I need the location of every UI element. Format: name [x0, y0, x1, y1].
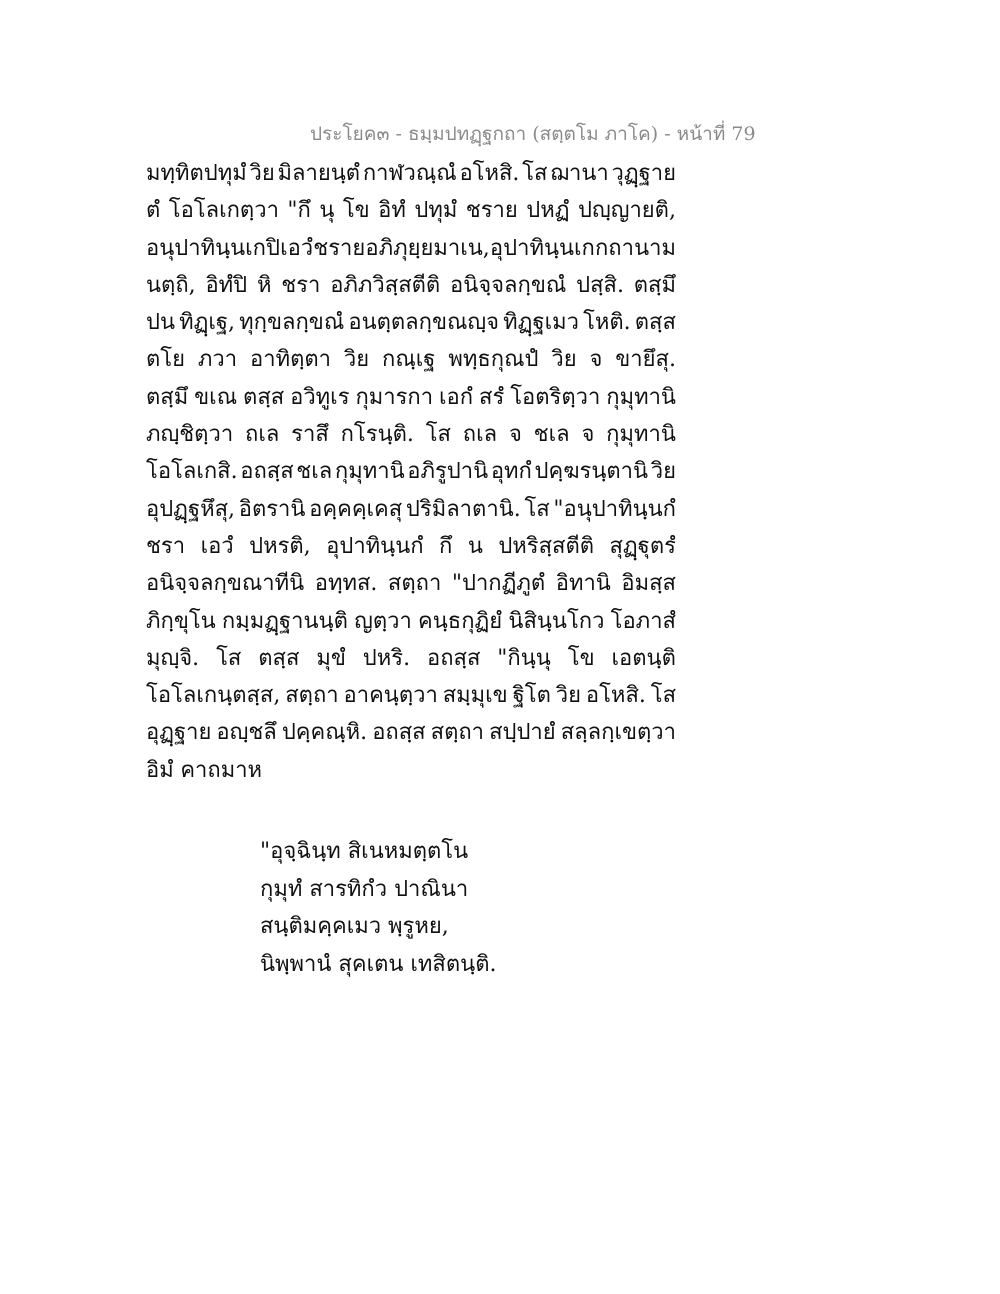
text-word: สลฺลกฺเขตฺวา	[560, 720, 676, 746]
text-word: โส	[425, 422, 451, 448]
text-word: ชรา	[281, 272, 321, 298]
text-word: ฐิโต	[512, 683, 551, 709]
text-word: ตสฺส	[634, 310, 676, 336]
text-line	[146, 719, 676, 756]
text-word: ภวา	[197, 347, 238, 373]
text-line	[146, 570, 676, 607]
text-word: อิมํ	[146, 757, 174, 783]
text-word: ขเณ	[194, 384, 238, 410]
verse-line: กุมุทํ สารทิกํว ปาณินา	[260, 876, 469, 902]
text-word: ทิฏฺฐเมว	[503, 310, 579, 336]
text-word: วุฏฺฐาย	[611, 161, 676, 186]
text-word: อุทกํ	[490, 459, 532, 485]
text-line	[146, 496, 676, 533]
text-word: ชราย	[313, 235, 366, 261]
text-word: ตํ	[146, 198, 161, 224]
text-word: อโหสิ.	[459, 161, 520, 186]
text-word: กโรนฺติ.	[340, 422, 414, 448]
text-word: อนตฺตลกฺขณญฺจ	[348, 310, 500, 336]
text-word: ปญฺญายติ,	[577, 198, 676, 224]
text-word: อทฺทส.	[314, 571, 378, 597]
text-word: ตสฺมึ	[633, 272, 676, 298]
text-word: เอตนฺติ	[611, 645, 676, 671]
text-word: ภิกฺขุโน	[146, 608, 216, 634]
text-word: "กึ	[287, 198, 311, 224]
text-word: โอโลเกนฺตสฺส,	[146, 683, 281, 709]
text-line	[146, 160, 676, 197]
text-word: กุมุทานิ	[606, 422, 676, 448]
text-word: โส	[216, 645, 242, 671]
text-word: "ปากฏีภูตํ	[451, 571, 546, 597]
text-word: ปหริ.	[362, 645, 411, 671]
text-word: อิทานิ	[555, 571, 611, 597]
text-word: ปริมิลาตานิ.	[405, 496, 521, 522]
text-word: ถเล	[245, 422, 280, 448]
text-word: อุปาทินฺนกํ	[326, 533, 424, 559]
text-word: อิมสฺส	[621, 571, 676, 597]
text-word: คาถมาห	[180, 757, 263, 783]
text-word: อุฏฺฐาย	[146, 720, 212, 746]
text-word: อิตรานิ	[238, 496, 306, 522]
text-word: อาทิตฺตา	[250, 347, 331, 373]
verse-line: "อุจฺฉินฺท สิเนหมตฺตโน	[260, 839, 469, 864]
text-word: เอกํ	[439, 384, 474, 410]
text-word: ทุกฺขลกฺขณํ	[239, 310, 345, 336]
text-word: วิย	[249, 161, 275, 186]
text-word: นตฺถิ,	[146, 272, 196, 298]
text-word: อุปฏฺฐหึสุ,	[146, 496, 236, 522]
text-word: ถเล	[462, 422, 498, 448]
text-word: อโหสิ.	[585, 683, 646, 709]
verse-line: สนฺติมคฺคเมว พฺรูหย,	[260, 914, 449, 939]
text-word: ชราย	[465, 198, 518, 224]
body-paragraph	[146, 160, 676, 794]
text-word: กมฺมฏฺฐานนฺติ	[221, 608, 348, 634]
text-line	[146, 197, 676, 234]
text-word: อภิภวิสฺสตีติ	[330, 272, 441, 298]
text-line	[146, 757, 676, 794]
text-word: ขายึสุ.	[615, 347, 676, 373]
text-word: อภิภุยฺยมาเน,	[365, 235, 490, 261]
text-word: กุมุทานิ	[606, 384, 676, 410]
text-word: โอโลเกตฺวา	[168, 198, 279, 224]
text-word: มิลายนฺตํ	[277, 161, 361, 186]
text-word: สปฺปายํ	[489, 720, 556, 746]
text-word: อถสฺส	[426, 645, 481, 671]
text-word: อวิทูเร	[290, 384, 350, 410]
text-word: วิย	[650, 459, 676, 485]
text-word: มุญฺจิ.	[146, 645, 200, 671]
text-word: จ	[589, 347, 603, 373]
text-word: ทิฏฺเฐ,	[179, 310, 236, 336]
text-word: กณฺเฐ	[382, 347, 436, 373]
text-word: ปคฺคณฺหิ.	[281, 720, 368, 746]
verse-block	[260, 838, 660, 988]
text-word: ตสฺมึ	[146, 384, 189, 410]
text-word: คนฺธกุฏิยํ	[418, 608, 503, 634]
text-word: กึ	[439, 533, 453, 559]
verse-line: นิพฺพานํ สุคเตน เทสิตนฺติ.	[260, 951, 497, 977]
text-word: โส	[650, 683, 676, 709]
text-line	[146, 272, 676, 309]
text-word: ชเล	[296, 459, 333, 485]
text-word: สตฺถา	[285, 683, 339, 709]
text-word: จ	[508, 422, 522, 448]
text-word: วิย	[551, 347, 577, 373]
text-word: โหติ.	[583, 310, 631, 336]
text-word: อุปาทินฺนเก	[489, 235, 595, 261]
text-word: อนิจฺจลกฺขณํ	[450, 272, 567, 298]
text-word: โอตริตฺวา	[510, 384, 601, 410]
text-word: กถา	[594, 235, 634, 261]
text-word: นุ	[319, 198, 335, 224]
text-word: อนุปาทินฺนเกปิ	[146, 235, 280, 261]
text-word: ราสึ	[291, 422, 329, 448]
text-word: กุมุทานิ	[334, 459, 405, 485]
text-word: กาฬวณฺณํ	[362, 161, 457, 186]
text-word: ฌานา	[550, 161, 609, 186]
text-word: นาม	[634, 235, 676, 261]
text-word: เอวํ	[200, 533, 234, 559]
text-word: อาคนฺตฺวา	[343, 683, 438, 709]
text-word: ตโย	[146, 347, 185, 373]
text-word: สตฺถา	[430, 720, 485, 746]
text-word: โข	[342, 198, 370, 224]
text-word: สมฺมุเข	[442, 683, 508, 709]
text-word: ญตฺวา	[354, 608, 412, 634]
text-word: ปสฺสิ.	[576, 272, 624, 298]
text-line	[146, 682, 676, 719]
text-word: อถสฺส	[240, 459, 294, 485]
text-word: น	[467, 533, 483, 559]
text-word: โส	[522, 161, 548, 186]
text-line	[146, 384, 676, 421]
text-word: โส	[524, 496, 550, 522]
text-word: ชเล	[533, 422, 570, 448]
text-word: สตฺถา	[387, 571, 442, 597]
text-word: ชรา	[146, 533, 186, 559]
text-line	[146, 235, 676, 272]
text-word: นิสินฺนโกว	[508, 608, 605, 634]
text-word: มทฺทิตปทุมํ	[146, 161, 247, 186]
text-line	[146, 309, 676, 346]
text-word: หิ	[256, 272, 272, 298]
text-line	[146, 608, 676, 645]
text-word: อภิรูปานิ	[407, 459, 489, 485]
text-word: โอโลเกสิ.	[146, 459, 238, 485]
text-word: วิย	[555, 683, 582, 709]
text-word: อนิจฺจลกฺขณาทีนิ	[146, 571, 305, 597]
text-word: อิทํปิ	[205, 272, 248, 298]
text-word: "กินฺนุ	[497, 645, 551, 671]
text-line	[146, 645, 676, 682]
text-word: ภญฺชิตฺวา	[146, 422, 234, 448]
text-line	[146, 533, 676, 570]
text-line	[146, 346, 676, 383]
text-word: จ	[581, 422, 595, 448]
text-word: ปหริสฺสตีติ	[498, 533, 595, 559]
text-word: อิทํ	[378, 198, 406, 224]
text-word: สุฏฺฐุตรํ	[609, 533, 676, 559]
text-word: วิย	[343, 347, 370, 373]
text-word: เอวํ	[280, 235, 314, 261]
text-word: อญฺชลึ	[216, 720, 277, 746]
text-word: พทฺธกุณปํ	[448, 347, 539, 373]
page-header: ประโยค๓ - ธมฺมปทฏฺฐกถา (สตฺตโม ภาโค) - หน้าที่ 79	[310, 123, 756, 145]
text-word: ปหฏํ	[526, 198, 570, 224]
text-word: กุมารกา	[355, 384, 434, 410]
text-line	[146, 421, 676, 458]
text-word: ตสฺส	[243, 384, 285, 410]
text-word: มุขํ	[316, 645, 346, 671]
text-word: ตสฺส	[258, 645, 300, 671]
text-word: โอภาสํ	[610, 608, 676, 634]
text-line	[146, 458, 676, 495]
text-word: ปคฺฆรนฺตานิ	[534, 459, 649, 485]
text-word: ปน	[146, 310, 176, 336]
text-word: อถสฺส	[372, 720, 426, 746]
text-word: สรํ	[479, 384, 505, 410]
text-word: อคฺคคฺเคสุ	[309, 496, 403, 522]
text-word: "อนุปาทินฺนกํ	[553, 496, 676, 522]
text-word: ปหรติ,	[249, 533, 311, 559]
text-word: โข	[567, 645, 595, 671]
text-word: ปทุมํ	[414, 198, 458, 224]
